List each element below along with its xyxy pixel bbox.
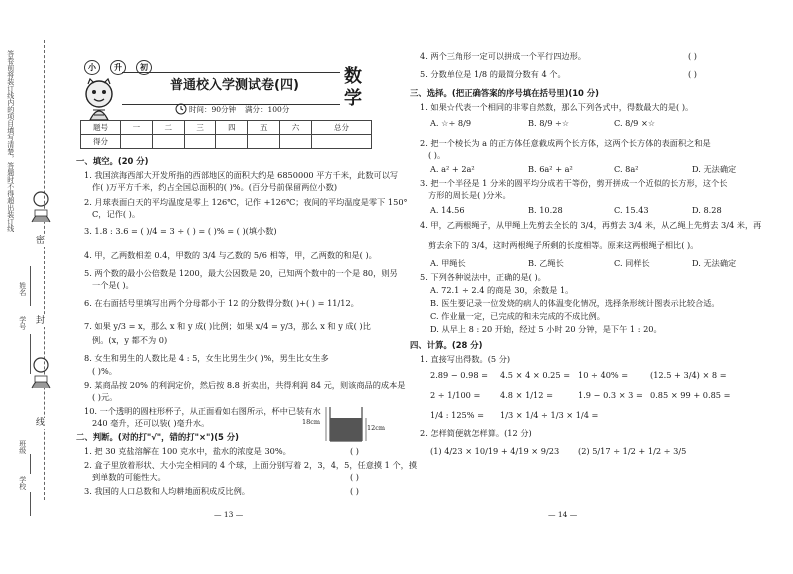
question-line: 一个是( )。 — [92, 280, 134, 290]
field-name: 姓名 — [18, 282, 27, 296]
question-line: 到单数的可能性大。 — [92, 472, 166, 482]
cup-height-label: 18cm — [302, 418, 321, 426]
score-table-header-row — [81, 121, 372, 135]
page-number-right: — 14 — — [548, 510, 578, 519]
score-table — [80, 120, 372, 149]
question-line: 10. 一个透明的圆柱形杯子，从正面看如右图所示，杯中已装有水 — [84, 406, 321, 416]
option: D. 无法确定 — [692, 258, 737, 268]
option: C. 8/9 ×☆ — [614, 118, 656, 128]
question-line: 6. 在右面括号里填写出两个分母都小于 12 的分数得分数( )+( ) = 11/12。 — [84, 298, 359, 308]
calc-item: 1/3 × 1/4 ÷ 1/3 × 1/4 = — [500, 410, 599, 420]
name-underline — [30, 266, 31, 306]
question-line: 9. 某商品按 20% 的利润定价，然后按 8.8 折卖出，共得利润 84 元，则该商品的成本是 — [84, 380, 406, 390]
option: D. 无法确定 — [692, 164, 737, 174]
score-input-cell[interactable] — [216, 135, 248, 149]
student-figure-icon — [26, 190, 56, 224]
score-table-cell: 得分 — [81, 135, 121, 149]
score-table-cell: 二 — [152, 121, 184, 135]
section-heading-choice: 三、选择。(把正确答案的序号填在括号里)(10 分) — [410, 88, 600, 98]
option: A. 72.1 ÷ 2.4 的商是 30，余数是 1。 — [430, 285, 574, 295]
question-line: 4. 甲，乙两数相差 0.4，甲数的 3/4 与乙数的 5/6 相等，甲，乙两数的和是( )。 — [84, 250, 377, 260]
seal-word-xian: 线 — [36, 418, 46, 428]
score-input-cell[interactable] — [280, 135, 312, 149]
option: B. 8/9 ÷☆ — [528, 118, 570, 128]
field-student-number: 学号 — [18, 316, 27, 330]
option: B. 6a² + a² — [528, 164, 573, 174]
score-table-cell: 六 — [280, 121, 312, 135]
seal-word-mi: 密 — [36, 236, 46, 246]
question-line: 1. 直接写出得数。(5 分) — [420, 354, 511, 364]
seal-word-feng: 封 — [36, 316, 46, 326]
score-table-cell: 四 — [216, 121, 248, 135]
calc-item: 4.5 × 4 × 0.25 = — [500, 370, 571, 380]
question-line: 1. 把 30 克盐溶解在 100 克水中，盐水的浓度是 30%。 — [84, 446, 291, 456]
question-line: 2. 把一个棱长为 a 的正方体任意截成两个长方体，这两个长方体的表面积之和是 — [420, 138, 711, 148]
badge — [80, 60, 166, 76]
calc-item: 1.9 − 0.3 × 3 = — [578, 390, 643, 400]
score-label: 满分：100分 — [245, 105, 290, 114]
question-line: 2. 怎样简便就怎样算。(12 分) — [420, 428, 532, 438]
tiger-mascot-icon — [76, 76, 122, 122]
question-line: 剪去余下的 3/4，这时两根绳子所剩的长度相等。原来这两根绳子相比( )。 — [428, 240, 699, 250]
score-table-cell: 题号 — [81, 121, 121, 135]
option: B. 乙绳长 — [528, 258, 564, 268]
score-input-cell[interactable] — [121, 135, 153, 149]
question-line: 3. 我国的人口总数和人均耕地面积成反比例。 — [84, 486, 250, 496]
option: C. 同样长 — [614, 258, 650, 268]
clock-icon — [175, 103, 187, 115]
question-line: 5. 下列各种说法中，正确的是( )。 — [420, 272, 546, 282]
option: B. 医生要记录一位发烧的病人的体温变化情况，选择条形统计图表示比较合适。 — [430, 298, 720, 308]
question-line: 240 毫升，还可以装( )毫升水。 — [92, 418, 210, 428]
option: A. ☆÷ 8/9 — [430, 118, 472, 128]
score-input-cell[interactable] — [248, 135, 280, 149]
field-class: 班级 — [18, 440, 27, 454]
badge-char: 升 — [110, 60, 126, 75]
score-table-cell: 总分 — [311, 121, 371, 135]
score-table-score-row — [81, 135, 372, 149]
right-answer-paren[interactable]: ( ) — [688, 51, 697, 61]
binding-dashed-line — [44, 40, 45, 500]
right-answer-paren[interactable]: ( ) — [688, 69, 697, 79]
calc-item: 10 ÷ 40% = — [578, 370, 629, 380]
subject-label: 数学 — [344, 66, 362, 109]
score-input-cell[interactable] — [152, 135, 184, 149]
question-line: 7. 如果 y/3 = x，那么 x 和 y 成( )比例；如果 x/4 = y/3，那么 x 和 y 成( )比 — [84, 321, 371, 331]
time-label: 时间：90分钟 — [189, 105, 237, 114]
score-input-cell[interactable] — [184, 135, 216, 149]
question-line: 4. 甲，乙两根绳子，从甲绳上先剪去全长的 3/4，再剪去 3/4 米，从乙绳上先剪去 3/4 米，再 — [420, 220, 762, 230]
question-line: C，记作( )。 — [92, 209, 141, 219]
option: A. 甲绳长 — [430, 258, 466, 268]
option: D. 8.28 — [692, 205, 722, 215]
score-table-cell: 五 — [248, 121, 280, 135]
badge-char: 小 — [84, 60, 100, 75]
question-line: 1. 我国滨海西部大开发所指的西部地区的面积大约是 6850000 平方千米，此数可以写 — [84, 170, 399, 180]
question-line: ( )。 — [428, 150, 446, 160]
calc-item: (12.5 + 3/4) × 8 = — [650, 370, 727, 380]
judge-answer-paren[interactable]: ( ) — [350, 472, 359, 482]
score-table-cell: 一 — [121, 121, 153, 135]
option: A. 14.56 — [430, 205, 465, 215]
question-line: 3. 1.8 : 3.6 = ( )/4 = 3 ÷ ( ) = ( )% = ( )(填小数) — [84, 226, 277, 236]
option: C. 8a² — [614, 164, 639, 174]
option: D. 从早上 8 : 20 开始，经过 5 小时 20 分钟，是下午 1 : 20。 — [430, 324, 662, 334]
score-input-cell[interactable] — [311, 135, 371, 149]
binding-notice: 答卷前将装订线内的项目填写清楚，答题时不得超出装订线 — [6, 50, 15, 232]
option: B. 10.28 — [528, 205, 563, 215]
section-heading-judge: 二、判断。(对的打"√"，错的打"×")(5 分) — [76, 432, 239, 442]
question-line: 2. 盒子里放着形状、大小完全相同的 4 个球，上面分别写着 2，3，4，5，任意摸 1 个，摸 — [84, 460, 418, 470]
field-school: 学校 — [18, 476, 27, 490]
calc-item: (1) 4/23 × 10/19 + 4/19 × 9/23 — [430, 446, 560, 456]
binding-margin — [0, 40, 72, 510]
calc-item: (2) 5/17 ÷ 1/2 + 1/2 ÷ 3/5 — [578, 446, 687, 456]
question-line: 方形的周长是( )分米。 — [428, 190, 511, 200]
option: C. 作业量一定，已完成的和未完成的不成比例。 — [430, 311, 605, 321]
option: C. 15.43 — [614, 205, 649, 215]
calc-item: 1/4 : 125% = — [430, 410, 485, 420]
question-line: 作( )万平方千米，约占全国总面积的( )%。(百分号前保留两位小数) — [92, 182, 338, 192]
title-rule-top — [122, 72, 340, 73]
option: A. a² + 2a² — [430, 164, 475, 174]
question-line: 5. 两个数的最小公倍数是 1200，最大公因数是 20，已知两个数中的一个是 80，则另 — [84, 268, 398, 278]
page-title: 普通校入学测试卷(四) — [170, 78, 299, 93]
question-line: 例。(x，y 都不为 0) — [92, 335, 168, 345]
judge-answer-paren[interactable]: ( ) — [350, 486, 359, 496]
section-heading-calc: 四、计算。(28 分) — [410, 340, 483, 350]
school-underline — [30, 492, 31, 516]
section-heading-fill-in: 一、填空。(20 分) — [76, 156, 149, 166]
question-line: ( )元。 — [92, 392, 118, 402]
calc-item: 2 ÷ 1/100 = — [430, 390, 481, 400]
cup-water-label: 12cm — [367, 424, 386, 432]
question-line: 3. 把一个半径是 1 分米的圆平均分成若干等份，剪开拼成一个近似的长方形，这个长 — [420, 178, 728, 188]
badge-char: 初 — [136, 60, 152, 75]
page-number-left: — 13 — — [214, 510, 244, 519]
question-line: 4. 两个三角形一定可以拼成一个平行四边形。 — [420, 51, 586, 61]
question-line: ( )%。 — [92, 366, 117, 376]
question-line: 2. 月球表面白天的平均温度是零上 126℃，记作 +126℃；夜间的平均温度是零下 150° — [84, 197, 408, 207]
number-underline — [30, 334, 31, 374]
calc-item: 2.89 − 0.98 = — [430, 370, 488, 380]
judge-answer-paren[interactable]: ( ) — [350, 446, 359, 456]
calc-item: 4.8 × 1/12 = — [500, 390, 553, 400]
score-table-cell: 三 — [184, 121, 216, 135]
calc-item: 0.85 × 99 + 0.85 = — [650, 390, 731, 400]
class-underline — [30, 454, 31, 474]
question-line: 1. 如果☆代表一个相同的非零自然数，那么下列各式中，得数最大的是( )。 — [420, 102, 694, 112]
question-line: 5. 分数单位是 1/8 的最简分数有 4 个。 — [420, 69, 566, 79]
question-line: 8. 女生和男生的人数比是 4 : 5，女生比男生少( )%，男生比女生多 — [84, 353, 329, 363]
